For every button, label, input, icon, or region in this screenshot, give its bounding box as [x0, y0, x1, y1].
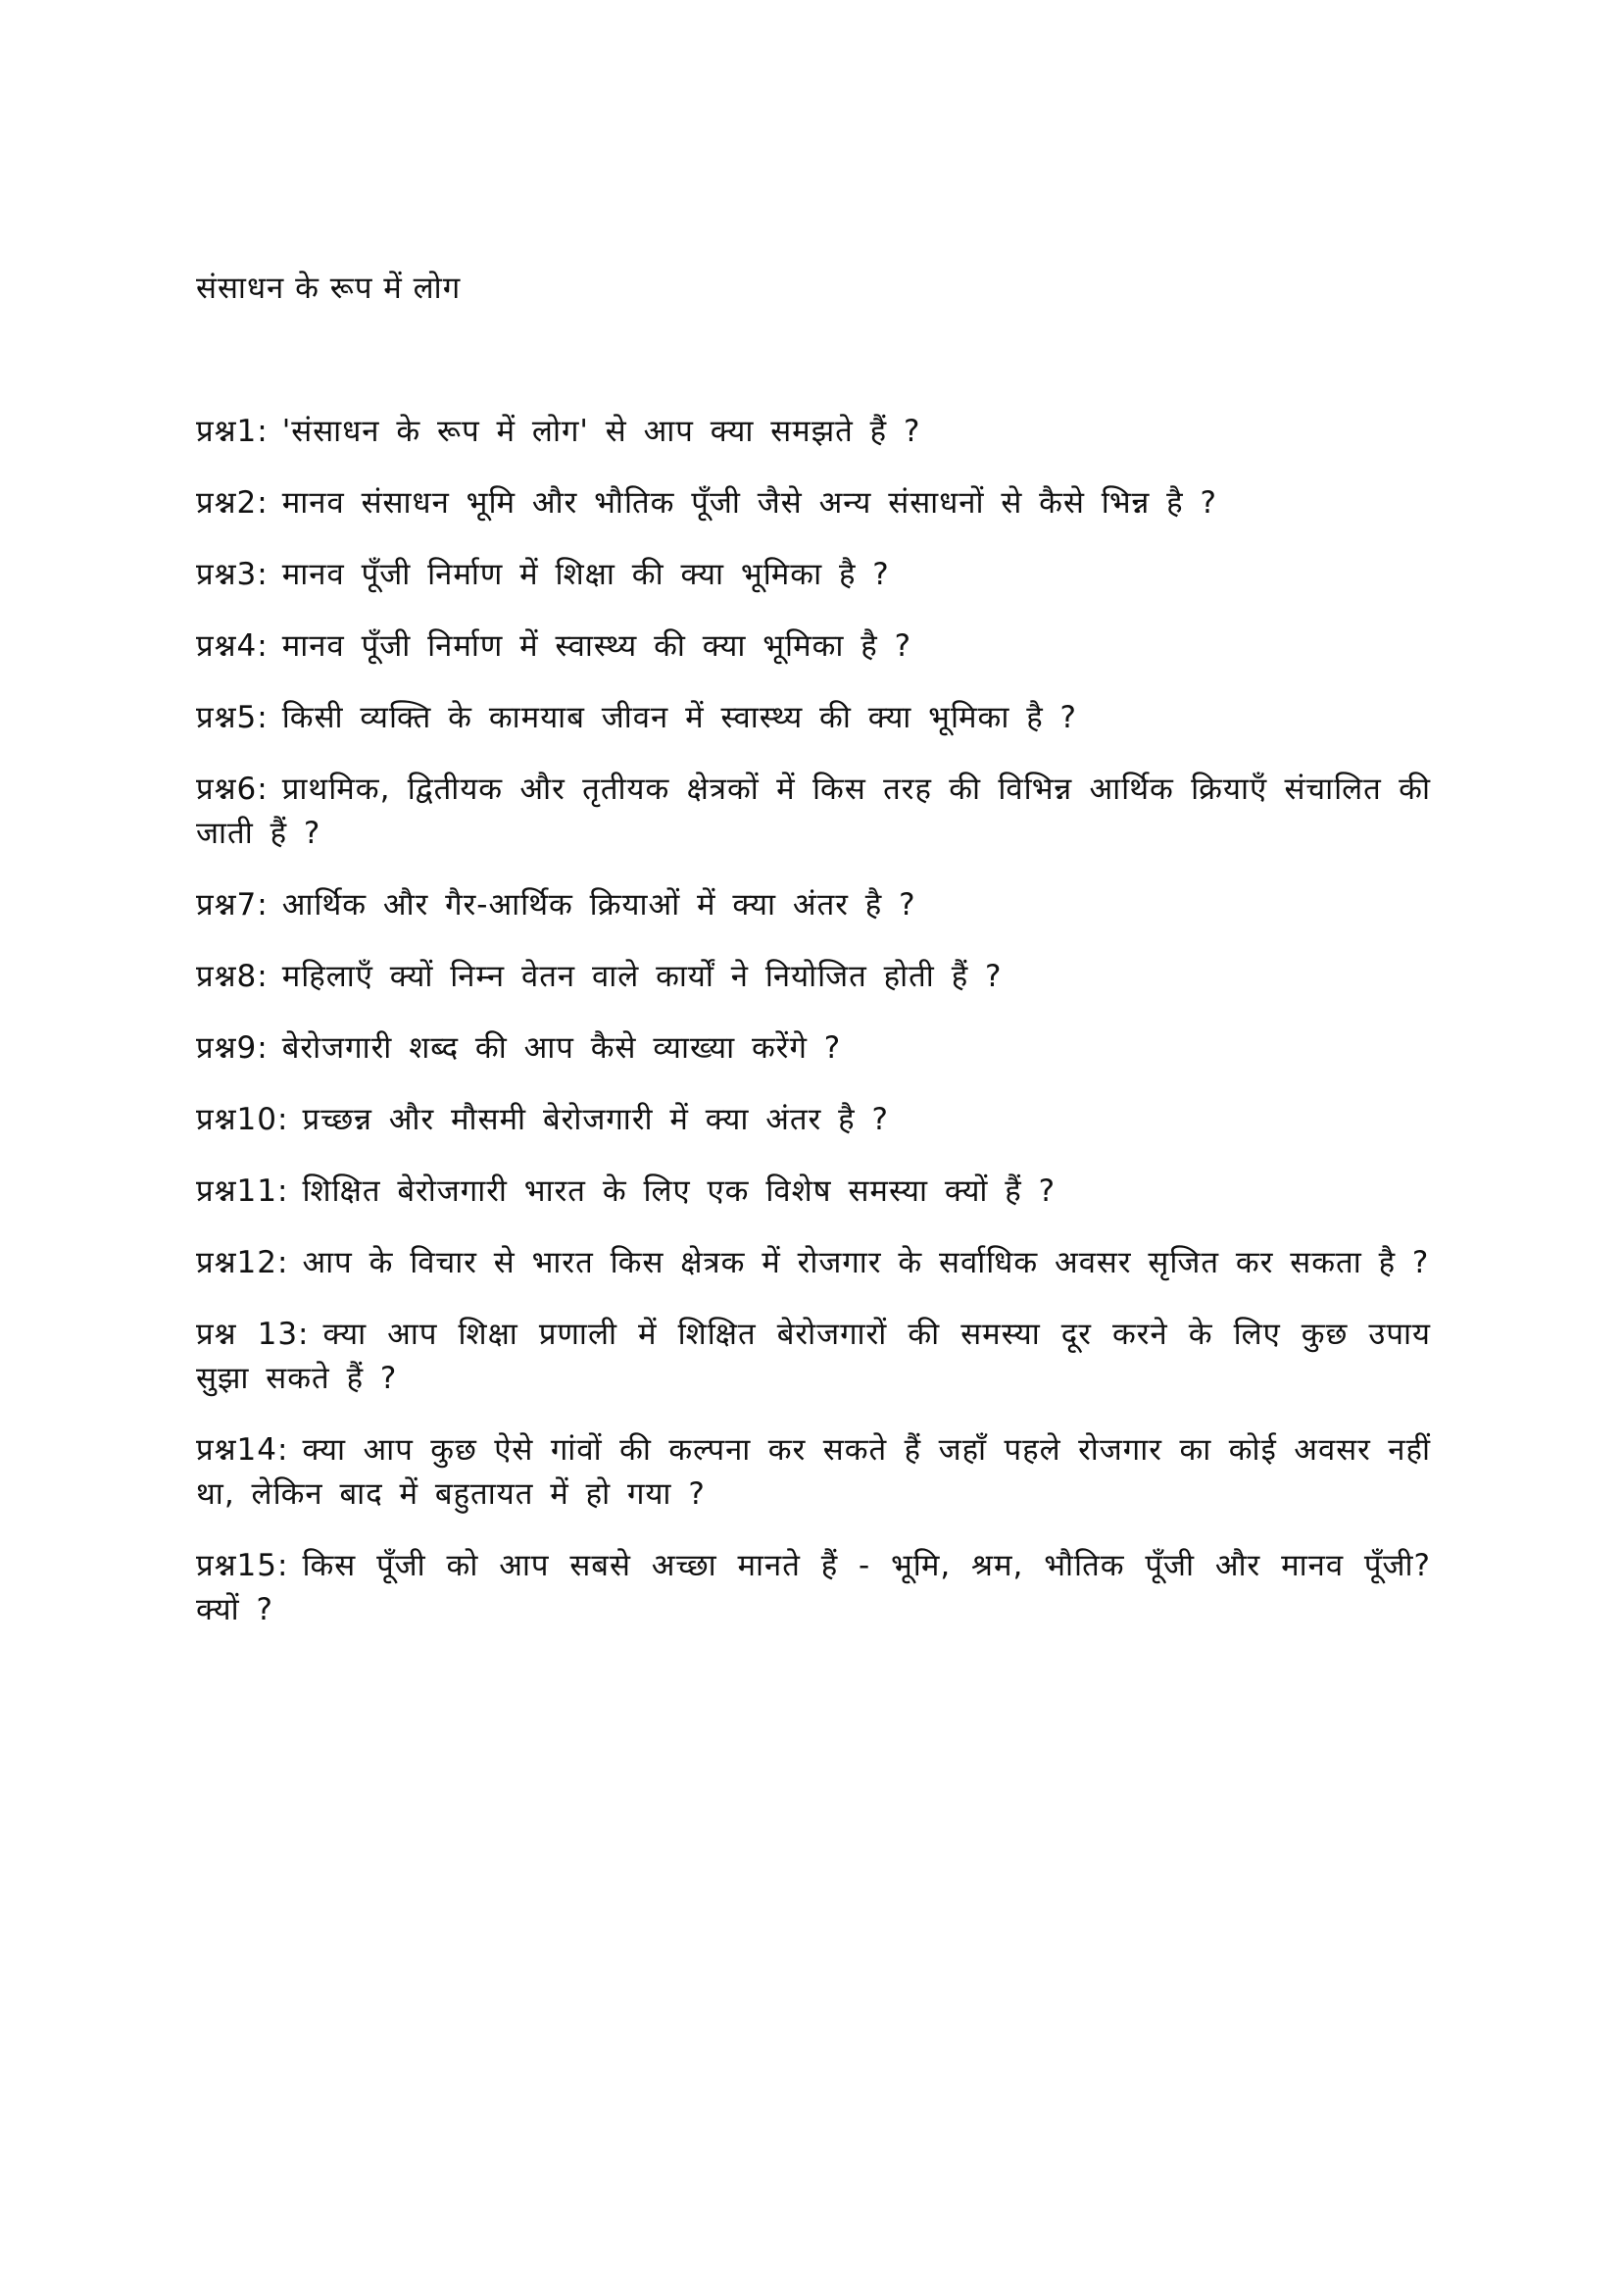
question-item	[196, 1544, 1431, 1632]
question-text: मानव पूँजी निर्माण में शिक्षा की क्या भूमिका है ?	[281, 557, 890, 592]
question-number: प्रश्न 13:	[196, 1317, 310, 1352]
question-text: 'संसाधन के रूप में लोग' से आप क्या समझते हैं ?	[281, 414, 921, 449]
question-number: प्रश्न4:	[196, 628, 269, 664]
question-number: प्रश्न7:	[196, 887, 269, 923]
question-number: प्रश्न14:	[196, 1432, 289, 1468]
question-item	[196, 955, 1431, 999]
question-number: प्रश्न2:	[196, 485, 269, 521]
question-item	[196, 1428, 1431, 1517]
question-text: प्राथमिक, द्वितीयक और तृतीयक क्षेत्रकों में किस तरह की विभिन्न आर्थिक क्रियाएँ संचालित की जाती हैं ?	[196, 772, 1431, 851]
question-item	[196, 1098, 1431, 1142]
question-text: किसी व्यक्ति के कामयाब जीवन में स्वास्थ्य की क्या भूमिका है ?	[281, 700, 1078, 735]
question-text: क्या आप शिक्षा प्रणाली में शिक्षित बेरोजगारों की समस्या दूर करने के लिए कुछ उपाय सुझा सकते हैं ?	[196, 1317, 1431, 1396]
question-number: प्रश्न6:	[196, 772, 269, 807]
question-text: प्रच्छन्न और मौसमी बेरोजगारी में क्या अंतर है ?	[302, 1102, 889, 1137]
question-text: आर्थिक और गैर-आर्थिक क्रियाओं में क्या अंतर है ?	[281, 887, 916, 923]
question-text: बेरोजगारी शब्द की आप कैसे व्याख्या करेंगे ?	[281, 1030, 842, 1066]
question-number: प्रश्न10:	[196, 1102, 289, 1137]
question-number: प्रश्न1:	[196, 414, 269, 449]
question-item	[196, 1170, 1431, 1214]
question-number: प्रश्न12:	[196, 1245, 289, 1280]
question-list	[196, 410, 1431, 1660]
question-number: प्रश्न3:	[196, 557, 269, 592]
question-text: क्या आप कुछ ऐसे गांवों की कल्पना कर सकते हैं जहाँ पहले रोजगार का कोई अवसर नहीं था, लेकिन बाद में बहुतायत में हो गया ?	[196, 1432, 1431, 1512]
question-text: शिक्षित बेरोजगारी भारत के लिए एक विशेष समस्या क्यों हैं ?	[302, 1173, 1057, 1209]
question-item	[196, 481, 1431, 525]
question-item	[196, 1241, 1431, 1285]
question-item	[196, 768, 1431, 856]
question-text: किस पूँजी को आप सबसे अच्छा मानते हैं - भूमि, श्रम, भौतिक पूँजी और मानव पूँजी? क्यों ?	[196, 1548, 1431, 1627]
question-text: महिलाएँ क्यों निम्न वेतन वाले कार्यों ने नियोजित होती हैं ?	[281, 959, 1003, 994]
question-item	[196, 1026, 1431, 1071]
question-item	[196, 883, 1431, 927]
page-title: संसाधन के रूप में लोग	[196, 271, 462, 306]
question-item	[196, 624, 1431, 669]
question-number: प्रश्न15:	[196, 1548, 289, 1583]
question-text: आप के विचार से भारत किस क्षेत्रक में रोजगार के सर्वाधिक अवसर सृजित कर सकता है ?	[302, 1245, 1430, 1280]
question-number: प्रश्न5:	[196, 700, 269, 735]
question-item	[196, 1313, 1431, 1401]
question-number: प्रश्न11:	[196, 1173, 289, 1209]
question-number: प्रश्न8:	[196, 959, 269, 994]
question-item	[196, 553, 1431, 597]
question-text: मानव संसाधन भूमि और भौतिक पूँजी जैसे अन्य संसाधनों से कैसे भिन्न है ?	[281, 485, 1217, 521]
question-number: प्रश्न9:	[196, 1030, 269, 1066]
question-item	[196, 410, 1431, 454]
question-item	[196, 696, 1431, 740]
question-text: मानव पूँजी निर्माण में स्वास्थ्य की क्या भूमिका है ?	[281, 628, 912, 664]
